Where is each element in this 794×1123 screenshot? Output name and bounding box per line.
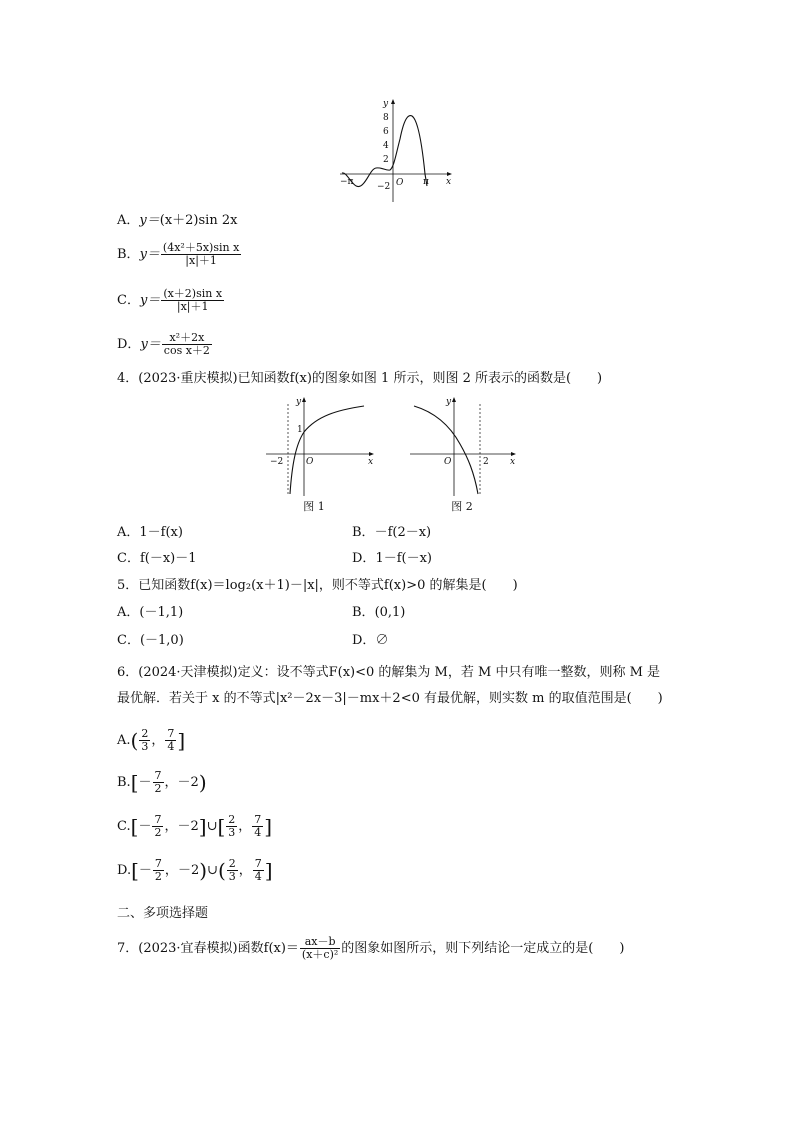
fraction: $\frac{7}{2}$	[154, 813, 162, 839]
q5-option-b[interactable]: B．(0,1)	[352, 605, 406, 620]
log-curve	[290, 406, 364, 494]
section-heading: 二、多项选择题	[117, 906, 209, 921]
y-tick-8: 8	[383, 113, 389, 123]
figure-2-caption: 图 2	[451, 500, 473, 513]
x-axis-arrow	[447, 172, 452, 176]
fraction: $\frac{7}{4}$	[254, 857, 262, 883]
fraction: $\frac{2}{3}$	[141, 727, 149, 753]
q6-option-d[interactable]: D.[－ $\frac{7}{2}$ ，－2)∪( $\frac{2}{3}$ ， $\frac{7}{4}$ ]	[117, 857, 273, 883]
fraction: $\frac{\text{x²＋2x}}{\text{cos x＋2}}$	[163, 331, 210, 357]
x-axis-label: x	[446, 177, 452, 187]
fraction: $\frac{7}{2}$	[154, 857, 162, 883]
origin-label: O	[396, 178, 404, 188]
y-axis-arrow	[391, 99, 395, 104]
fraction: $\frac{7}{4}$	[254, 813, 262, 839]
x-tick-2: 2	[483, 457, 489, 467]
x-axis-label: x	[368, 457, 374, 467]
sine-function-graph	[336, 94, 460, 204]
fraction: $\frac{7}{4}$	[167, 727, 175, 753]
q3-option-a[interactable]: A．y＝(x＋2)sin 2x	[117, 213, 238, 228]
fraction: $\frac{\text{(4x²＋5x)sin x}}{|x|+1}$	[162, 241, 240, 267]
q3-option-c[interactable]: C．y＝ $\frac{\text{(x＋2)sin x}}{|x|+1}$	[117, 287, 223, 313]
x-axis-arrow	[511, 452, 516, 456]
y-tick-4: 4	[383, 141, 389, 151]
q6-option-b[interactable]: B.[－ $\frac{7}{2}$ ，－2)	[117, 769, 207, 795]
figure-2-graph	[404, 394, 524, 498]
origin-label: O	[306, 457, 314, 467]
q6-stem-line1: 6．(2024·天津模拟)定义：设不等式F(x)<0 的解集为 M，若 M 中只有唯一整数，则称 M 是	[117, 665, 661, 680]
q5-option-d[interactable]: D．∅	[352, 633, 389, 648]
q4-option-a[interactable]: A．1－f(x)	[117, 525, 183, 540]
x-axis-arrow	[369, 452, 374, 456]
q3-option-b[interactable]: B．y＝ $\frac{\text{(4x²＋5x)sin x}}{|x|+1}$	[117, 241, 240, 267]
origin-label: O	[444, 457, 452, 467]
y-tick-2: 2	[383, 155, 389, 165]
y-axis-label: y	[383, 99, 389, 109]
y-tick-1: 1	[297, 425, 303, 435]
x-tick-neg-pi: −π	[340, 177, 354, 187]
x-axis-label: x	[510, 457, 516, 467]
fraction: $\frac{2}{3}$	[228, 857, 236, 883]
q7-stem: 7．(2023·宜春模拟)函数f(x)＝ $\frac{ax-b}{\text{(x＋c)²}}$ 的图象如图所示，则下列结论一定成立的是( )	[117, 935, 625, 961]
fraction: $\frac{7}{2}$	[154, 769, 162, 795]
x-tick-pi: π	[423, 177, 429, 187]
q5-stem: 5．已知函数f(x)＝log₂(x＋1)－|x|，则不等式f(x)>0 的解集是( )	[117, 578, 518, 593]
y-tick-neg2: −2	[377, 182, 391, 192]
figure-1-log-graph	[262, 394, 382, 498]
reflected-curve	[414, 406, 478, 494]
q5-option-c[interactable]: C．(－1,0)	[117, 633, 184, 648]
y-axis-label: y	[446, 397, 452, 407]
q3-option-d[interactable]: D．y＝ $\frac{\text{x²＋2x}}{\text{cos x＋2}}$	[117, 331, 210, 357]
fraction: $\frac{ax-b}{\text{(x＋c)²}}$	[301, 935, 339, 961]
q4-option-c[interactable]: C．f(－x)－1	[117, 551, 197, 566]
q4-stem: 4．(2023·重庆模拟)已知函数f(x)的图象如图 1 所示，则图 2 所表示的函数是( )	[117, 371, 603, 386]
q4-option-b[interactable]: B．－f(2－x)	[352, 525, 432, 540]
y-axis-arrow	[452, 397, 456, 402]
q4-figures	[262, 394, 524, 514]
q6-stem-line2: 最优解．若关于 x 的不等式|x²－2x－3|－mx＋2<0 有最优解，则实数 m 的取值范围是( )	[117, 691, 663, 706]
figure-1-caption: 图 1	[303, 500, 325, 513]
y-tick-6: 6	[383, 127, 389, 137]
fraction: $\frac{2}{3}$	[228, 813, 236, 839]
x-tick-neg2: −2	[270, 457, 284, 467]
q5-option-a[interactable]: A．(－1,1)	[117, 605, 184, 620]
q6-option-c[interactable]: C.[－ $\frac{7}{2}$ ，－2]∪[ $\frac{2}{3}$ ， $\frac{7}{4}$ ]	[117, 813, 273, 839]
y-axis-arrow	[302, 397, 306, 402]
fraction: $\frac{\text{(x＋2)sin x}}{|x|+1}$	[163, 287, 223, 313]
q6-option-a[interactable]: A.( $\frac{2}{3}$ ， $\frac{7}{4}$ ]	[117, 727, 186, 753]
y-axis-label: y	[296, 397, 302, 407]
q4-option-d[interactable]: D．1－f(－x)	[352, 551, 432, 566]
